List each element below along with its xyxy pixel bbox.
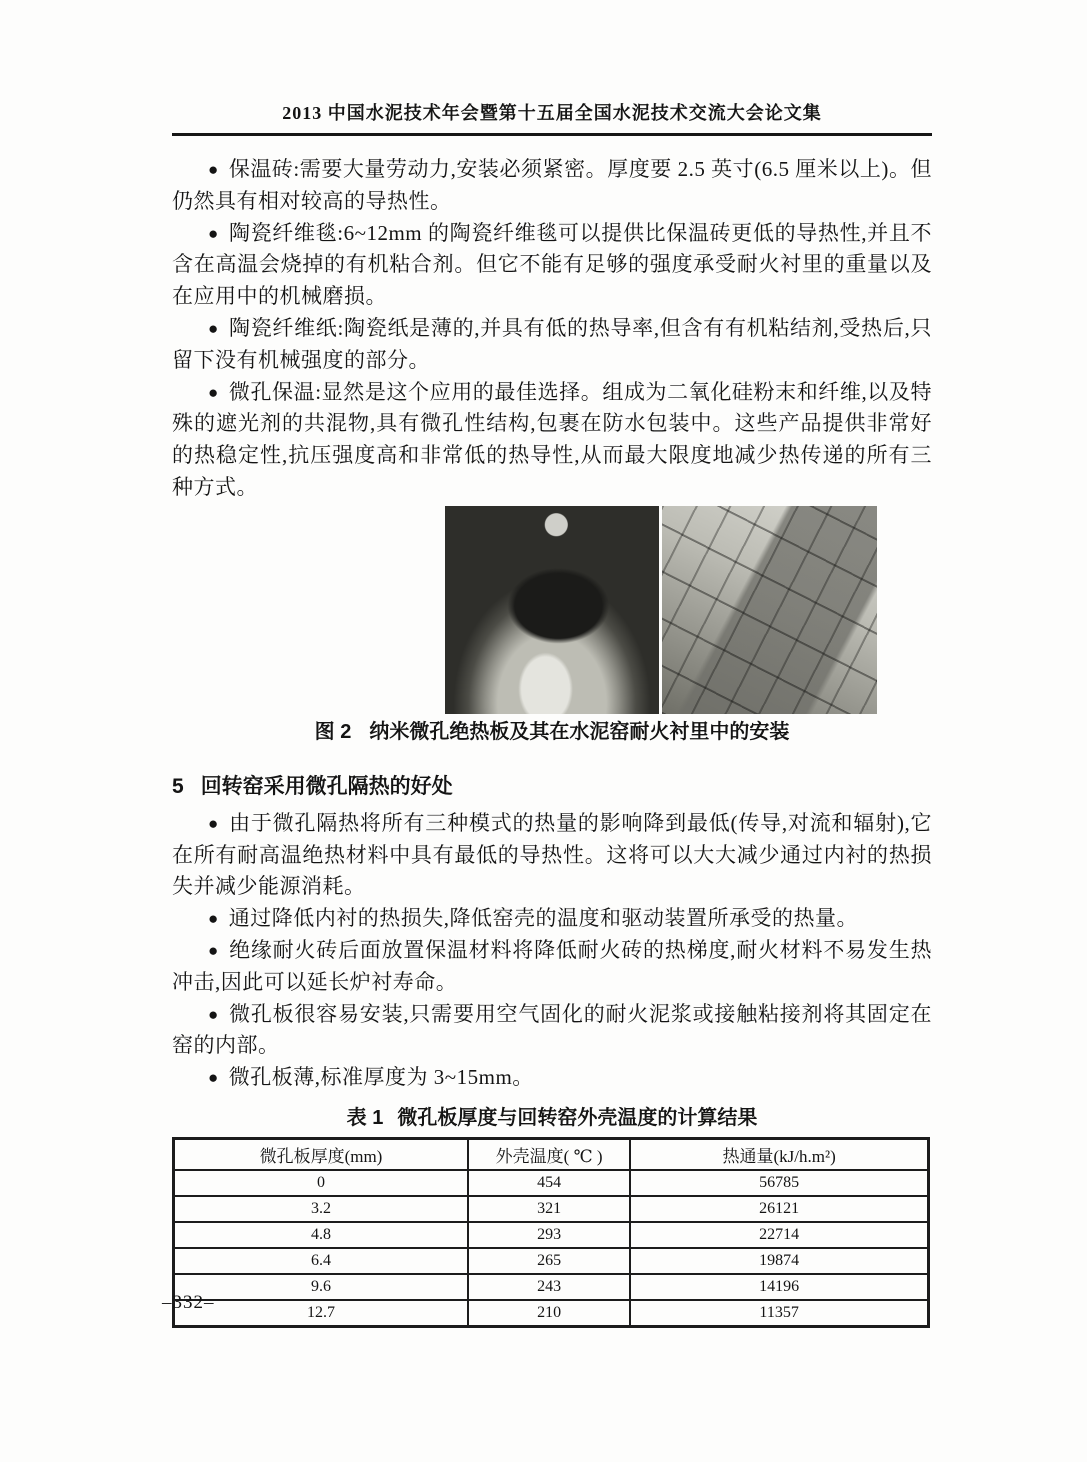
bullet-marker: ●: [208, 940, 220, 960]
paragraph-text: 保温砖:需要大量劳动力,安装必须紧密。厚度要 2.5 英寸(6.5 厘米以上)。但仍然具有相对较高的导热性。: [172, 157, 932, 213]
bullet-paragraph: [172, 1062, 932, 1094]
table-header-row: [174, 1138, 929, 1170]
cell-thickness: 3.2: [174, 1196, 468, 1222]
cell-thickness: 4.8: [174, 1222, 468, 1248]
table-label: 表 1: [346, 1106, 384, 1129]
table-1: [172, 1137, 930, 1328]
paragraph-text: 微孔保温:显然是这个应用的最佳选择。组成为二氧化硅粉末和纤维,以及特殊的遮光剂的共混物,具有微孔性结构,包裹在防水包装中。这些产品提供非常好的热稳定性,抗压强度高和非常低的热导性,从而最大限度地减少热传递的所有三种方式。: [172, 379, 932, 499]
bullet-marker: ●: [208, 160, 219, 179]
table-row: [174, 1170, 929, 1196]
bullet-marker: ●: [208, 318, 219, 338]
table-1-title: [172, 1106, 932, 1130]
col-header-shell-temp: 外壳温度( ℃ ): [468, 1138, 630, 1170]
section-5-bullet-list: [172, 808, 932, 1094]
table-row: [174, 1300, 929, 1327]
cell-thickness: 0: [174, 1170, 468, 1196]
figure-caption-text: 纳米微孔绝热板及其在水泥窑耐火衬里中的安装: [369, 720, 790, 743]
section-number: 5: [172, 774, 184, 798]
bullet-marker: ●: [208, 382, 219, 402]
bullet-paragraph: [172, 377, 932, 504]
paragraph-text: 绝缘耐火砖后面放置保温材料将降低耐火砖的热梯度,耐火材料不易发生热冲击,因此可以延长炉衬寿命。: [172, 937, 932, 994]
bullet-paragraph: [172, 935, 932, 999]
bullet-paragraph: [172, 154, 932, 218]
table-row: [174, 1274, 929, 1300]
bullet-marker: ●: [208, 909, 219, 929]
bullet-paragraph: [172, 999, 932, 1063]
paragraph-text: 微孔板很容易安装,只需要用空气固化的耐火泥浆或接触粘接剂将其固定在窑的内部。: [172, 1001, 932, 1058]
cell-heat-flux: 56785: [630, 1170, 928, 1196]
cell-heat-flux: 11357: [630, 1300, 928, 1327]
kiln-interior-lining-photo: [445, 506, 660, 714]
cell-heat-flux: 19874: [630, 1248, 928, 1274]
page-content: [172, 0, 932, 1328]
section-title: 回转窑采用微孔隔热的好处: [200, 774, 453, 798]
bullet-marker: ●: [208, 223, 219, 243]
table-row: [174, 1222, 929, 1248]
figure-caption: [227, 720, 877, 744]
cell-shell-temp: 454: [468, 1170, 630, 1196]
paragraph-text: 陶瓷纤维毯:6~12mm 的陶瓷纤维毯可以提供比保温砖更低的导热性,并且不含在高温会烧掉的有机粘合剂。但它不能有足够的强度承受耐火衬里的重量以及在应用中的机械磨损。: [172, 220, 932, 309]
cell-heat-flux: 14196: [630, 1274, 928, 1300]
cell-shell-temp: 210: [468, 1300, 630, 1327]
bullet-paragraph: [172, 903, 932, 935]
intro-bullet-list: [172, 154, 932, 504]
paragraph-text: 微孔板薄,标准厚度为 3~15mm。: [228, 1065, 534, 1090]
paragraph-text: 由于微孔隔热将所有三种模式的热量的影响降到最低(传导,对流和辐射),它在所有耐高温绝热材料中具有最低的导热性。这将可以大大减少通过内衬的热损失并减少能源消耗。: [172, 810, 932, 899]
brick-lining-installation-photo: [662, 506, 877, 714]
col-header-thickness: 微孔板厚度(mm): [174, 1138, 468, 1170]
table-row: [174, 1248, 929, 1274]
figure-label: 图 2: [314, 720, 352, 743]
cell-heat-flux: 22714: [630, 1222, 928, 1248]
page-number: –332–: [162, 1292, 215, 1313]
nano-microporous-boards-photo: [227, 506, 442, 714]
cell-thickness: 6.4: [174, 1248, 468, 1274]
cell-shell-temp: 265: [468, 1248, 630, 1274]
paragraph-text: 陶瓷纤维纸:陶瓷纸是薄的,并具有低的热导率,但含有有机粘结剂,受热后,只留下没有机械强度的部分。: [172, 315, 932, 372]
figure-2: [227, 506, 877, 714]
bullet-marker: ●: [208, 813, 220, 833]
cell-thickness: 12.7: [174, 1300, 468, 1327]
cell-shell-temp: 243: [468, 1274, 630, 1300]
col-header-heat-flux: 热通量(kJ/h.m²): [630, 1138, 928, 1170]
bullet-paragraph: [172, 218, 932, 313]
paragraph-text: 通过降低内衬的热损失,降低窑壳的温度和驱动装置所承受的热量。: [228, 906, 859, 931]
header-rule: [172, 133, 932, 136]
cell-shell-temp: 293: [468, 1222, 630, 1248]
bullet-marker: ●: [208, 1068, 219, 1088]
cell-thickness: 9.6: [174, 1274, 468, 1300]
bullet-paragraph: [172, 808, 932, 903]
bullet-marker: ●: [208, 1004, 220, 1024]
table-row: [174, 1196, 929, 1222]
cell-shell-temp: 321: [468, 1196, 630, 1222]
section-5-heading: [172, 774, 932, 800]
cell-heat-flux: 26121: [630, 1196, 928, 1222]
table-title-text: 微孔板厚度与回转窑外壳温度的计算结果: [397, 1106, 758, 1129]
running-header: 2013 中国水泥技术年会暨第十五届全国水泥技术交流大会论文集: [282, 103, 822, 123]
bullet-paragraph: [172, 313, 932, 377]
